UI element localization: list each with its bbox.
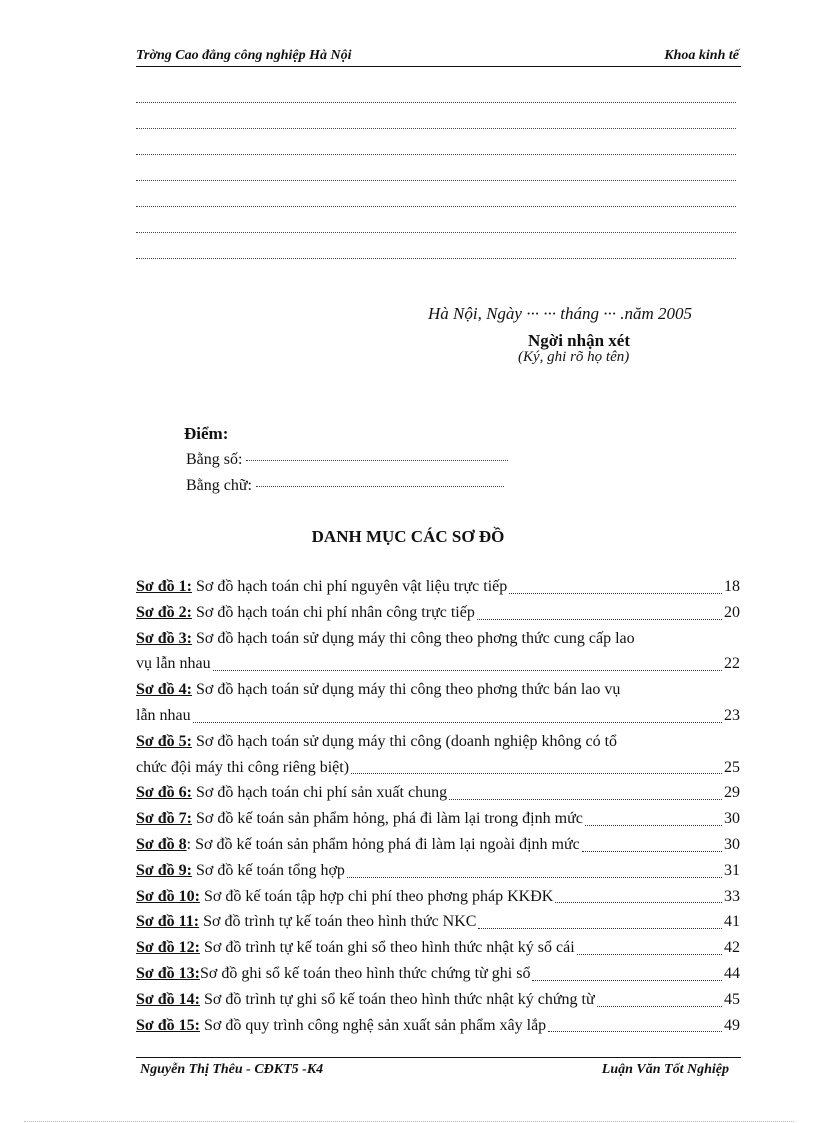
- toc-text-cont: vụ lẫn nhau: [136, 655, 211, 673]
- toc-text: Sơ đồ hạch toán chi phí nhân công trực tiếp: [195, 603, 475, 621]
- toc-page: 22: [724, 655, 740, 673]
- toc-text: Sơ đồ ghi sổ kế toán theo hình thức chứng từ ghi sổ: [199, 964, 531, 982]
- toc-item: [136, 574, 740, 600]
- score-by-words-blank: [256, 486, 504, 487]
- toc-label: Sơ đồ 14:: [136, 990, 200, 1008]
- score-title: Điểm:: [184, 424, 229, 443]
- toc-text: : Sơ đồ kế toán sản phẩm hỏng phá đi làm lại ngoài định mức: [186, 835, 580, 853]
- toc-leader: [478, 928, 722, 929]
- toc-text: Sơ đồ trình tự kế toán theo hình thức NKC: [203, 913, 477, 931]
- toc-page: 30: [724, 835, 740, 853]
- toc-text: Sơ đồ hạch toán sử dụng máy thi công theo phơng thức cung cấp lao: [195, 629, 635, 647]
- toc-item: [136, 858, 740, 884]
- toc-text: Sơ đồ kế toán tổng hợp: [195, 861, 345, 879]
- toc-label: Sơ đồ 4:: [136, 681, 192, 699]
- toc-page: 30: [724, 810, 740, 828]
- toc-label: Sơ đồ 3:: [136, 629, 192, 647]
- toc-item: [136, 909, 740, 935]
- toc-page: 41: [724, 913, 740, 931]
- toc-item: [136, 1013, 740, 1039]
- toc-page: 23: [724, 706, 740, 724]
- diagram-list: [136, 574, 740, 1038]
- toc-page: 18: [724, 578, 740, 595]
- toc-leader: [477, 619, 722, 620]
- toc-text: Sơ đồ trình tự kế toán ghi sổ theo hình thức nhật ký sổ cái: [203, 939, 575, 957]
- header-faculty: Khoa kinh tế: [664, 48, 739, 63]
- toc-item: [136, 780, 740, 806]
- toc-item: [136, 832, 740, 858]
- toc-text: Sơ đồ hạch toán sử dụng máy thi công (doanh nghiệp không có tổ: [195, 732, 618, 750]
- toc-text: Sơ đồ quy trình công nghệ sản xuất sản phẩm xây lắp: [203, 1016, 547, 1034]
- page-footer: [136, 1057, 741, 1078]
- comment-line: [136, 101, 736, 103]
- toc-text: Sơ đồ kế toán tập hợp chi phí theo phơng pháp KKĐK: [203, 887, 554, 905]
- toc-label: Sơ đồ 7:: [136, 810, 192, 828]
- toc-text: Sơ đồ hạch toán chi phí nguyên vật liệu trực tiếp: [195, 578, 508, 595]
- toc-page: 31: [724, 861, 740, 879]
- toc-text: Sơ đồ hạch toán sử dụng máy thi công theo phơng thức bán lao vụ: [195, 681, 621, 699]
- toc-item: [136, 626, 740, 678]
- toc-label: Sơ đồ 2:: [136, 603, 192, 621]
- page-header: [136, 48, 741, 67]
- page-edge: [24, 1121, 794, 1122]
- toc-leader: [577, 954, 722, 955]
- toc-leader: [351, 773, 722, 774]
- comment-line: [136, 231, 736, 233]
- signature-note: (Ký, ghi rõ họ tên): [518, 349, 630, 365]
- toc-page: 25: [724, 758, 740, 776]
- toc-label: Sơ đồ 9:: [136, 861, 192, 879]
- toc-page: 20: [724, 603, 740, 621]
- toc-leader: [582, 851, 722, 852]
- toc-label: Sơ đồ 5:: [136, 732, 192, 750]
- toc-page: 29: [724, 784, 740, 802]
- toc-label: Sơ đồ 8: [136, 835, 187, 853]
- toc-text-cont: lẫn nhau: [136, 706, 191, 724]
- toc-item: [136, 806, 740, 832]
- toc-item: [136, 600, 740, 626]
- toc-text-cont: chức đội máy thi công riêng biệt): [136, 758, 350, 776]
- footer-title: Luận Văn Tốt Nghiệp: [601, 1062, 729, 1077]
- score-by-number-blank: [246, 460, 508, 461]
- toc-leader: [585, 825, 722, 826]
- comment-line: [136, 153, 736, 155]
- toc-item: [136, 987, 740, 1013]
- toc-label: Sơ đồ 10:: [136, 887, 200, 905]
- toc-item: [136, 935, 740, 961]
- toc-label: Sơ đồ 6:: [136, 784, 192, 802]
- toc-text: Sơ đồ kế toán sản phẩm hỏng, phá đi làm lại trong định mức: [195, 810, 583, 828]
- comment-line: [136, 205, 736, 207]
- toc-label: Sơ đồ 13:: [136, 964, 200, 982]
- toc-text: Sơ đồ trình tự ghi sổ kế toán theo hình thức nhật ký chứng từ: [203, 990, 595, 1008]
- toc-page: 44: [724, 964, 740, 982]
- toc-label: Sơ đồ 15:: [136, 1016, 200, 1034]
- toc-leader: [347, 877, 722, 878]
- signature-role: Ngời nhận xét: [528, 331, 630, 350]
- toc-label: Sơ đồ 11:: [136, 913, 200, 931]
- toc-item: [136, 677, 740, 729]
- toc-page: 45: [724, 990, 740, 1008]
- score-by-words: [186, 477, 504, 495]
- toc-label: Sơ đồ 1:: [136, 578, 192, 595]
- score-by-number: [186, 451, 508, 469]
- score-by-number-label: Bằng số:: [186, 451, 243, 468]
- toc-leader: [548, 1031, 722, 1032]
- comment-line: [136, 257, 736, 259]
- comment-line: [136, 127, 736, 129]
- list-title: DANH MỤC CÁC SƠ ĐỒ: [311, 527, 505, 546]
- footer-author: Nguyễn Thị Thêu - CĐKT5 -K4: [140, 1062, 324, 1077]
- signature-date: Hà Nội, Ngày ··· ··· tháng ··· .năm 2005: [428, 304, 692, 323]
- toc-leader: [449, 799, 722, 800]
- toc-page: 42: [724, 939, 740, 957]
- toc-page: 49: [724, 1016, 740, 1034]
- header-school: Trờng Cao đẳng công nghiệp Hà Nội: [136, 48, 352, 63]
- toc-label: Sơ đồ 12:: [136, 939, 200, 957]
- toc-item: [136, 884, 740, 910]
- toc-leader: [597, 1006, 722, 1007]
- score-by-words-label: Bằng chữ:: [186, 477, 252, 494]
- toc-leader: [509, 593, 722, 594]
- toc-leader: [213, 670, 722, 671]
- toc-text: Sơ đồ hạch toán chi phí sản xuất chung: [195, 784, 448, 802]
- toc-leader: [193, 722, 722, 723]
- toc-leader: [555, 902, 722, 903]
- toc-item: [136, 961, 740, 987]
- toc-leader: [532, 980, 722, 981]
- comment-line: [136, 179, 736, 181]
- toc-page: 33: [724, 887, 740, 905]
- toc-item: [136, 729, 740, 781]
